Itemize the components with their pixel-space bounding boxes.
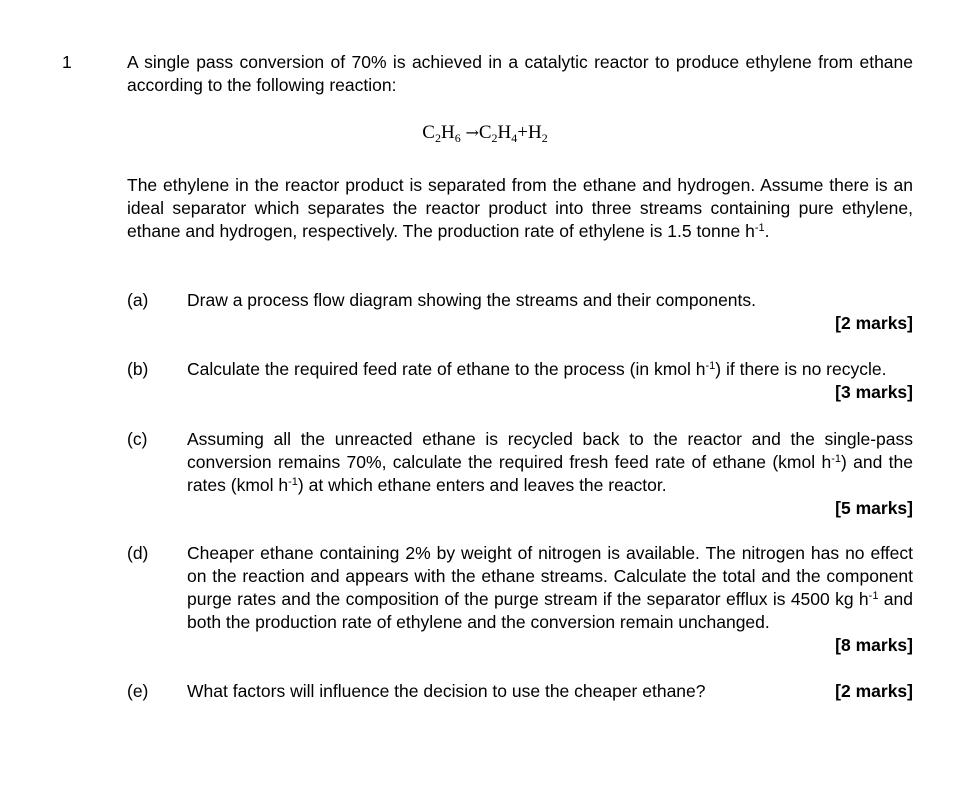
plus-sign: +: [517, 122, 528, 143]
part-e-label: (e): [127, 681, 149, 701]
part-c-label: (c): [127, 429, 148, 449]
part-b-marks: [3 marks]: [835, 382, 913, 402]
reaction-arrow: →: [465, 123, 479, 142]
part-d-marks: [8 marks]: [835, 635, 913, 655]
question-intro: A single pass conversion of 70% is achieved in a catalytic reactor to produce ethylene from ethane according to the following reaction:: [127, 52, 913, 95]
part-b-text: Calculate the required feed rate of ethane to the process (in kmol $h^{-1}$) if there is no recycle.: [187, 359, 887, 379]
reaction-equation: [0, 120, 970, 151]
reactant-ethane: $C_2H_6$: [422, 122, 461, 145]
part-c-text: Assuming all the unreacted ethane is recycled back to the reactor and the single-pass conversion remains 70%, calculate the required fresh feed rate of ethane (kmol $h^{-1}$) and the rates (kmol $h^{-1}$) at which ethane enters and leaves the reactor.: [187, 429, 913, 495]
part-e-text: What factors will influence the decision to use the cheaper ethane?: [187, 681, 706, 701]
part-a-text: Draw a process flow diagram showing the streams and their components.: [187, 290, 757, 310]
part-c-marks: [5 marks]: [835, 498, 913, 518]
part-e-marks: [2 marks]: [835, 681, 913, 701]
question-number: 1: [62, 52, 72, 72]
product-ethylene: $C_2H_4$: [478, 122, 518, 145]
part-d-text: Cheaper ethane containing 2% by weight of nitrogen is available. The nitrogen has no effect on the reaction and appears with the ethane streams. Calculate the total and the component purge rates and the composition of the purge stream if the separator efflux is 4500 kg $h^{-1}$ and both the production rate of ethylene and the conversion remain unchanged.: [187, 543, 914, 632]
product-hydrogen: $H_2$: [527, 122, 548, 145]
part-d-label: (d): [127, 543, 149, 563]
part-a-label: (a): [127, 290, 149, 310]
part-a-marks: [2 marks]: [835, 313, 913, 333]
part-b-label: (b): [127, 359, 149, 379]
separator-description: The ethylene in the reactor product is separated from the ethane and hydrogen. Assume there is an ideal separator which separates the reactor product into three streams containing pure ethylene, ethane and hydrogen, respectively. The production rate of ethylene is 1.5 tonne $h^{-1}$.: [127, 175, 913, 241]
